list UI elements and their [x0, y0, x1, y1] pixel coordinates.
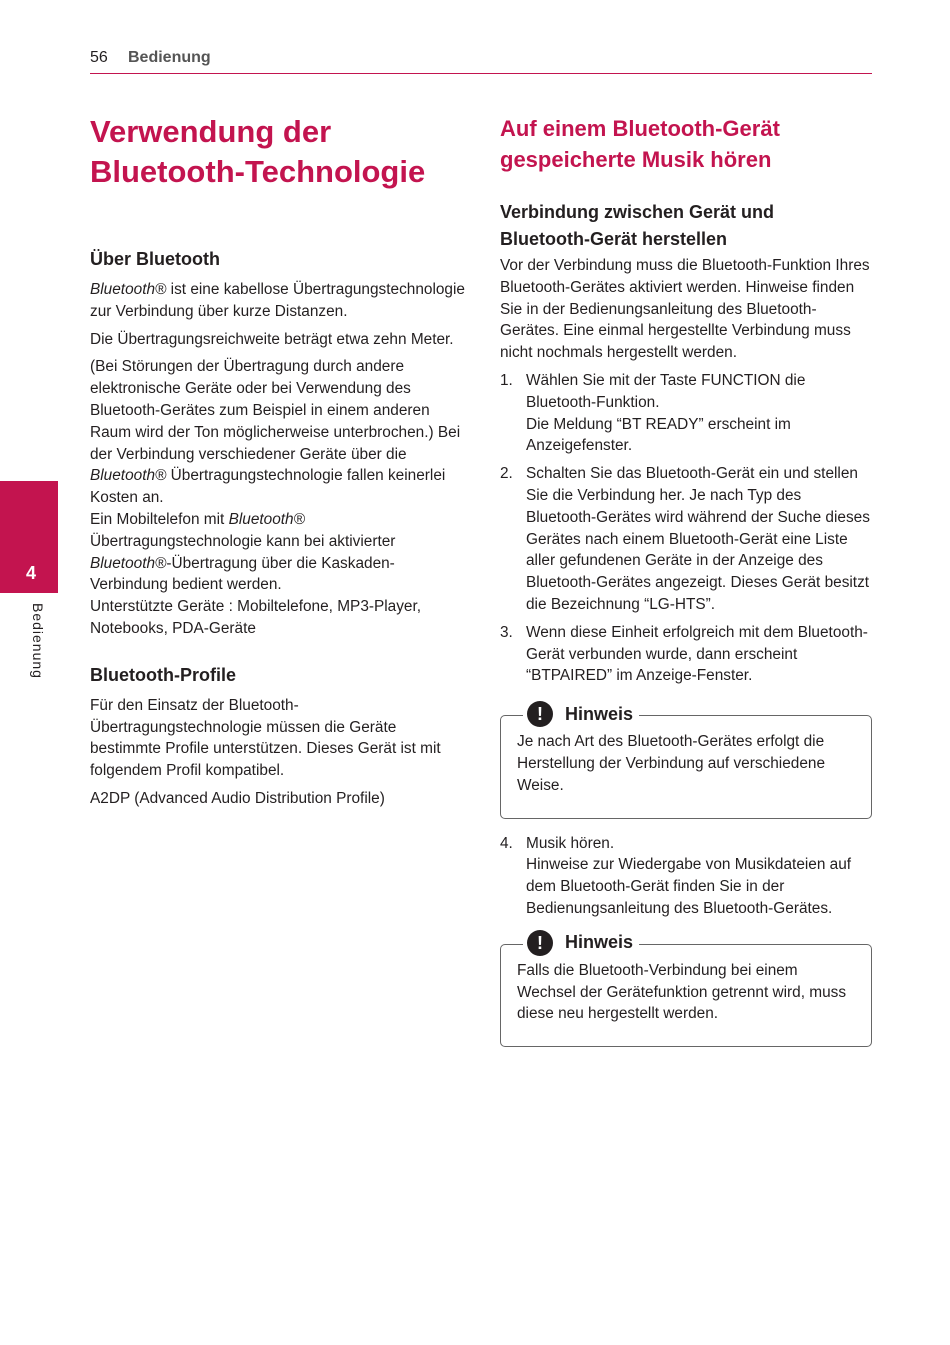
page-header	[90, 47, 872, 74]
note-box	[500, 703, 872, 818]
list-item: 2. Schalten Sie das Bluetooth-Gerät ein und stellen Sie die Verbindung her. Je nach Typ des Bluetooth-Gerätes wird während der Suche dieses Gerätes nach einem Bluetooth-Gerät eine Liste aller gefundenen Geräte in der Anzeige des Bluetooth-Gerätes angezeigt. Dieses Gerät besitzt die Bezeichnung “LG-HTS”.	[500, 465, 870, 613]
note-title: Hinweis	[565, 703, 634, 724]
list-item: 4. Musik hören. Hinweise zur Wiedergabe von Musikdateien auf dem Bluetooth-Gerät finden Sie in der Bedienungsanleitung des Bluetooth-Gerätes.	[500, 834, 852, 917]
note-title: Hinweis	[565, 932, 634, 953]
note-header	[523, 699, 639, 729]
note-text: Falls die Bluetooth-Verbindung bei einem Wechsel der Gerätefunktion getrennt wird, muss diese neu hergestellt werden.	[517, 961, 847, 1023]
note-box-2	[500, 932, 872, 1047]
about-bluetooth-text	[90, 279, 470, 640]
section-title-line2: gespeicherte Musik hören	[500, 147, 772, 172]
main-title-line2: Bluetooth-Technologie	[90, 154, 426, 189]
section-title	[500, 113, 872, 175]
bluetooth-profiles-text	[90, 695, 470, 810]
note-header	[523, 928, 639, 958]
page-number: 56	[90, 49, 108, 66]
about-paragraph-3: (Bei Störungen der Übertragung durch andere elektronische Geräte oder bei Verwendung des Bluetooth-Gerätes zum Beispiel in einem anderen Raum wird der Ton möglicherweise unterbrochen.) Bei der Verbindung verschiedener Geräte über die Bluetooth® Übertragungstechnologie fallen keinerlei Kosten an. Ein Mobiltelefon mit Bluetooth® Übertragungstechnologie kann bei aktivierter Bluetooth®-Übertragung über die Kaskaden-Verbindung bedient werden. Unterstützte Geräte : Mobiltelefone, MP3-Player, Notebooks, PDA-Geräte	[90, 358, 461, 637]
left-column	[90, 108, 470, 810]
chapter-number: 4	[26, 563, 37, 583]
bluetooth-profiles-heading: Bluetooth-Profile	[90, 664, 236, 685]
list-item: 3. Wenn diese Einheit erfolgreich mit dem Bluetooth-Gerät verbunden wurde, dann erscheint “BTPAIRED” im Anzeige-Fenster.	[500, 623, 868, 685]
about-paragraph-1: Bluetooth® ist eine kabellose Übertragungstechnologie zur Verbindung über kurze Distanzen.	[90, 281, 465, 320]
profiles-paragraph-2: A2DP (Advanced Audio Distribution Profile)	[90, 789, 385, 807]
exclamation-icon: !	[527, 930, 553, 956]
connection-heading: Verbindung zwischen Gerät und Bluetooth-Gerät herstellen	[500, 202, 775, 249]
about-bluetooth-heading: Über Bluetooth	[90, 249, 220, 269]
steps-list-continued	[500, 833, 872, 920]
main-title-line1: Verwendung der	[90, 114, 332, 149]
section-title-line1: Auf einem Bluetooth-Gerät	[500, 116, 780, 141]
bluetooth-trademark: Bluetooth®	[90, 281, 167, 298]
note-text: Je nach Art des Bluetooth-Gerätes erfolgt die Herstellung der Verbindung auf verschiedene Weise.	[517, 733, 826, 794]
step-number: 3.	[500, 623, 513, 641]
profiles-paragraph-1: Für den Einsatz der Bluetooth-Übertragungstechnologie müssen die Geräte bestimmte Profile unterstützen. Dieses Gerät ist mit folgendem Profil kompatibel.	[90, 696, 441, 780]
list-item: 1. Wählen Sie mit der Taste FUNCTION die Bluetooth-Funktion. Die Meldung “BT READY” erscheint im Anzeigefenster.	[500, 371, 806, 455]
right-column	[500, 108, 872, 1047]
steps-list	[500, 370, 872, 687]
about-paragraph-2: Die Übertragungsreichweite beträgt etwa zehn Meter.	[90, 330, 454, 348]
step-number: 2.	[500, 465, 513, 483]
connection-intro: Vor der Verbindung muss die Bluetooth-Funktion Ihres Bluetooth-Gerätes aktiviert werden. Hinweise finden Sie in der Bedienungsanleitung des Bluetooth-Gerätes. Eine einmal hergestellte Verbindung muss nicht nochmals hergestellt werden.	[500, 257, 870, 362]
main-title	[90, 112, 470, 192]
exclamation-icon: !	[527, 701, 553, 727]
step-number: 4.	[500, 834, 513, 852]
header-section-title: Bedienung	[128, 49, 211, 66]
chapter-label: Bedienung	[30, 603, 46, 679]
step-number: 1.	[500, 371, 513, 389]
